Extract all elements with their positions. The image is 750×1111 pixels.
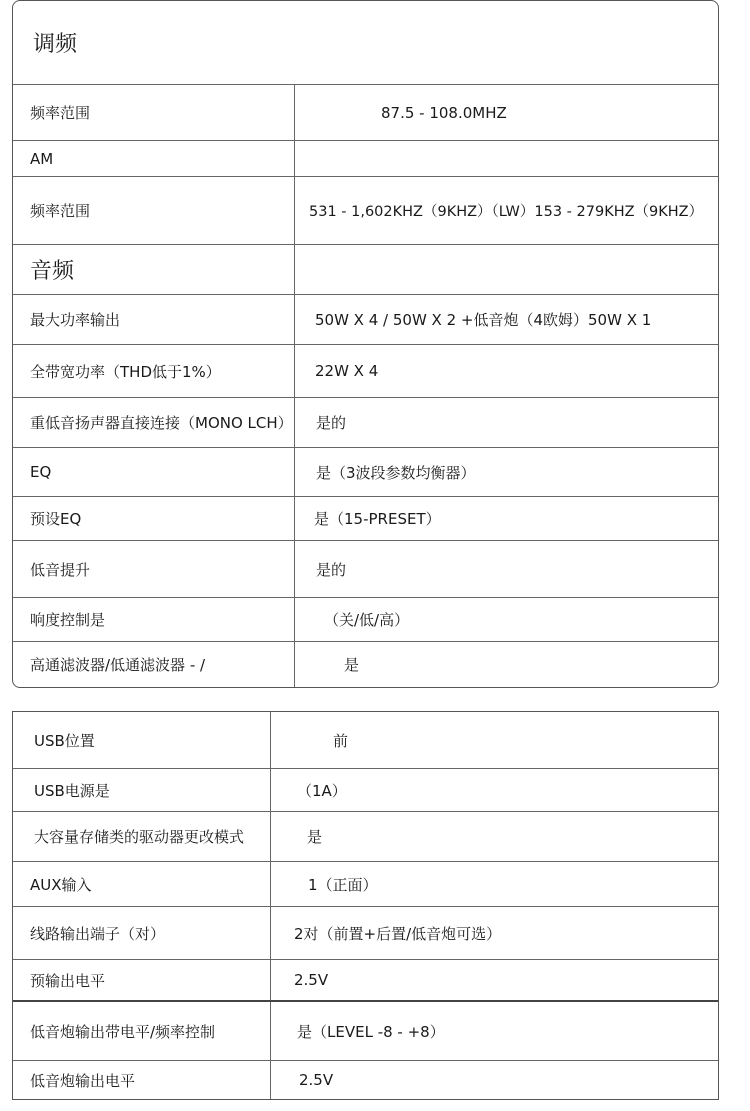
row-value: （关/低/高） (294, 598, 718, 641)
row-value: 是 (270, 812, 718, 861)
row-value: 2.5V (270, 960, 718, 1000)
row-label: 重低音扬声器直接连接（MONO LCH） (30, 414, 293, 432)
table-row (13, 141, 718, 177)
row-label: AUX输入 (30, 875, 92, 894)
row-label: 大容量存储类的驱动器更改模式 (34, 828, 245, 846)
table-row (13, 960, 718, 1002)
row-label: USB位置 (34, 731, 95, 750)
table-row (13, 642, 718, 687)
spec-table-usb-output (12, 711, 719, 1100)
row-label: 全带宽功率（THD低于1%） (30, 362, 221, 381)
row-value (294, 245, 718, 294)
row-value: 531 - 1,602KHZ（9KHZ）（LW）153 - 279KHZ（9KHZ） (294, 177, 718, 244)
table-row (13, 497, 718, 541)
row-label: 预设EQ (30, 510, 82, 528)
table-row (13, 1002, 718, 1061)
row-value: 50W X 4 / 50W X 2 +低音炮（4欧姆）50W X 1 (294, 295, 718, 344)
table-row (13, 862, 718, 907)
section-title-fm: 调频 (33, 32, 78, 57)
row-value (294, 141, 718, 176)
row-value: （1A） (270, 769, 718, 811)
table-row (13, 907, 718, 960)
section-heading-row (13, 245, 718, 295)
row-label: 频率范围 (30, 202, 91, 220)
row-label: 高通滤波器/低通滤波器 - / (30, 656, 206, 674)
section-title-audio: 音频 (30, 259, 75, 284)
row-value: 87.5 - 108.0MHZ (294, 85, 718, 140)
row-label: AM (30, 149, 54, 168)
table-row (13, 598, 718, 642)
row-value: 是 (294, 642, 718, 687)
table-row (13, 295, 718, 345)
table-row (13, 85, 718, 141)
row-value: 是（3波段参数均衡器） (294, 448, 718, 496)
row-label: 线路输出端子（对） (30, 924, 166, 943)
row-label: 低音炮输出带电平/频率控制 (30, 1022, 216, 1041)
row-label: 频率范围 (30, 104, 91, 122)
row-label: 低音提升 (30, 560, 91, 579)
row-label: 预输出电平 (30, 971, 106, 990)
table-row (13, 448, 718, 497)
row-label: 低音炮输出电平 (30, 1071, 136, 1090)
table-row (13, 712, 718, 769)
table-row (13, 1061, 718, 1099)
table-row (13, 345, 718, 398)
row-label: 响度控制是 (30, 611, 106, 629)
row-value: 是（15-PRESET） (294, 497, 718, 540)
row-value: 22W X 4 (294, 345, 718, 397)
row-value: 2对（前置+后置/低音炮可选） (270, 907, 718, 959)
row-value: 是的 (294, 398, 718, 447)
row-label: EQ (30, 463, 52, 481)
table-row (13, 177, 718, 245)
row-value: 前 (270, 712, 718, 768)
spec-table-radio-audio (12, 0, 719, 688)
row-value: 1（正面） (270, 862, 718, 906)
section-heading-row (13, 1, 718, 85)
row-value: 是的 (294, 541, 718, 597)
row-label: 最大功率输出 (30, 311, 121, 329)
row-value: 是（LEVEL -8 - +8） (270, 1002, 718, 1060)
row-label: USB电源是 (34, 781, 110, 800)
table-row (13, 541, 718, 598)
row-value: 2.5V (270, 1061, 718, 1099)
table-row (13, 398, 718, 448)
table-row (13, 812, 718, 862)
table-row (13, 769, 718, 812)
